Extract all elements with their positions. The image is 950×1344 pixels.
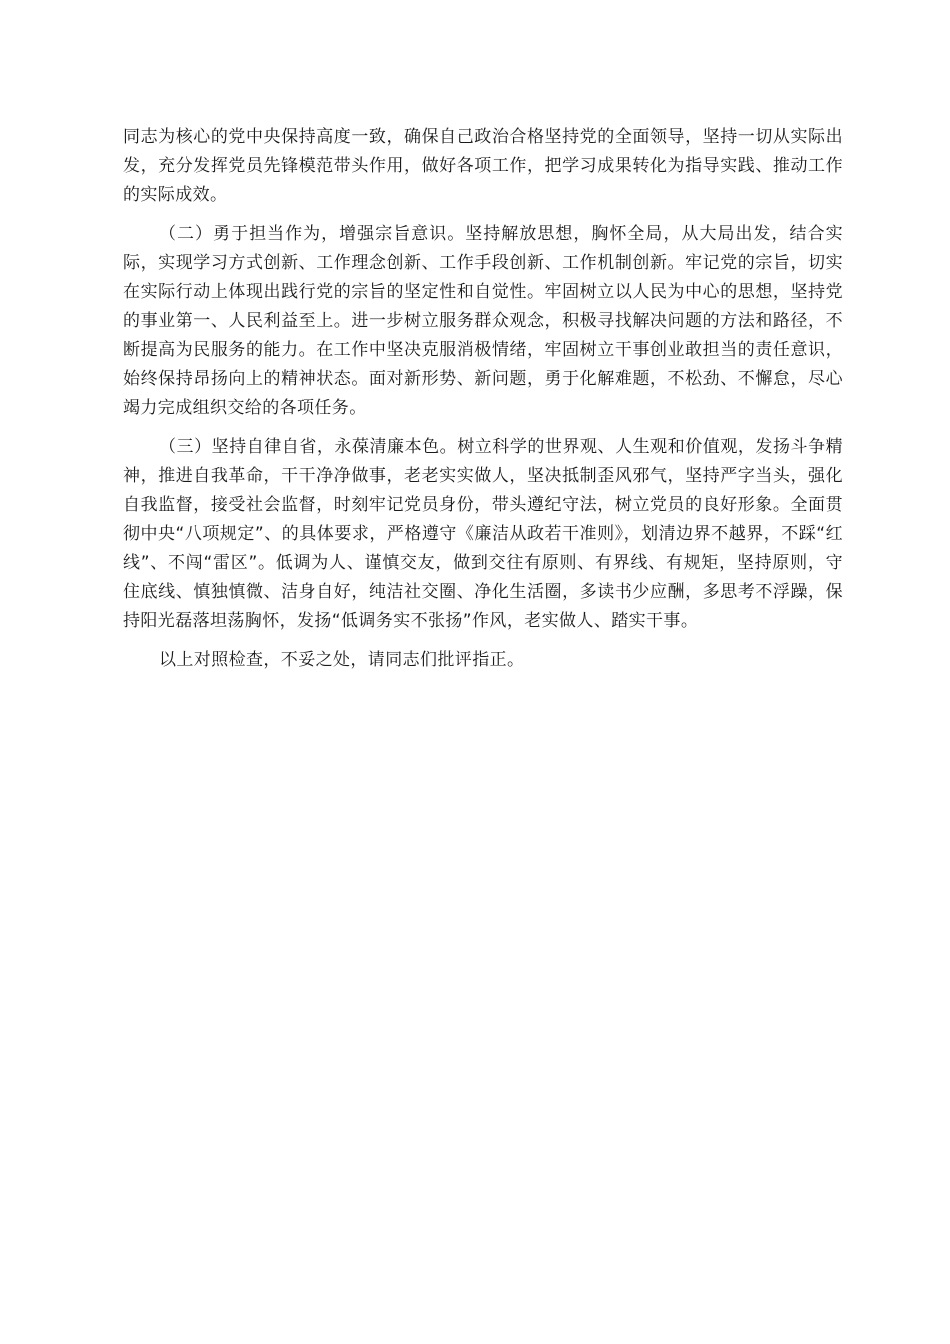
paragraph-section-two: （二）勇于担当作为，增强宗旨意识。坚持解放思想，胸怀全局，从大局出发，结合实际，实现学习方式创新、工作理念创新、工作手段创新、工作机制创新。牢记党的宗旨，切实在实际行动上体现出践行党的宗旨的坚定性和自觉性。牢固树立以人民为中心的思想，坚持党的事业第一、人民利益至上。进一步树立服务群众观念，积极寻找解决问题的方法和路径，不断提高为民服务的能力。在工作中坚决克服消极情绪，牢固树立干事创业敢担当的责任意识，始终保持昂扬向上的精神状态。面对新形势、新问题，勇于化解难题，不松劲、不懈怠，尽心竭力完成组织交给的各项任务。: [123, 224, 843, 418]
paragraph-section-three: （三）坚持自律自省，永葆清廉本色。树立科学的世界观、人生观和价值观，发扬斗争精神，推进自我革命，干干净净做事，老老实实做人，坚决抵制歪风邪气，坚持严字当头，强化自我监督，接受社会监督，时刻牢记党员身份，带头遵纪守法，树立党员的良好形象。全面贯彻中央“八项规定”、的具体要求，严格遵守《廉洁从政若干准则》，划清边界不越界，不踩“红线”、不闯“雷区”。低调为人、谨慎交友，做到交往有原则、有界线、有规矩，坚持原则，守住底线、慎独慎微、洁身自好，纯洁社交圈、净化生活圈，多读书少应酬，多思考不浮躁，保持阳光磊落坦荡胸怀，发扬“低调务实不张扬”作风，老实做人、踏实干事。: [123, 437, 843, 631]
paragraph-closing: 以上对照检查，不妥之处，请同志们批评指正。: [159, 650, 525, 670]
document-body: [123, 123, 843, 685]
paragraph-continuation: 同志为核心的党中央保持高度一致，确保自己政治合格坚持党的全面领导，坚持一切从实际出发，充分发挥党员先锋模范带头作用，做好各项工作，把学习成果转化为指导实践、推动工作的实际成效。: [123, 127, 843, 205]
